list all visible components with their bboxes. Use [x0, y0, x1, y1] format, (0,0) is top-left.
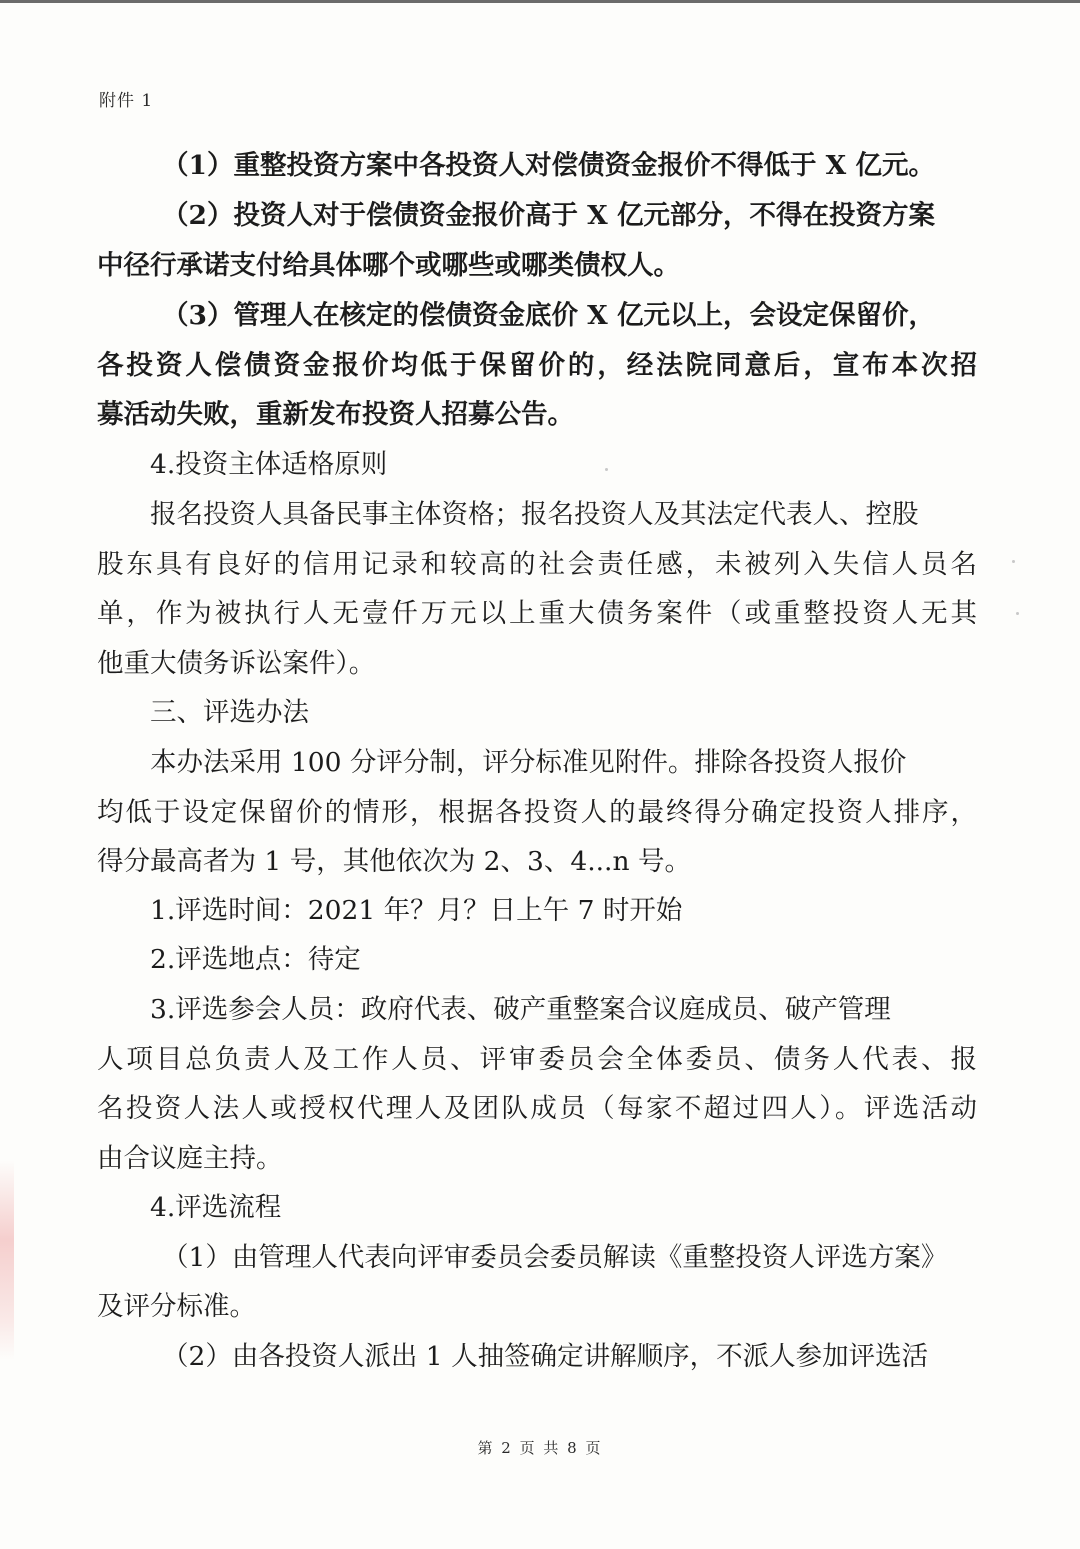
- paragraph-line: 单，作为被执行人无壹仟万元以上重大债务案件（或重整投资人无其: [97, 598, 977, 629]
- paragraph-line: 1.评选时间：2021 年？月？日上午 7 时开始: [150, 895, 683, 926]
- paragraph-line: （1）由管理人代表向评审委员会委员解读《重整投资人评选方案》: [162, 1242, 948, 1273]
- paragraph-line: 3.评选参会人员：政府代表、破产重整案合议庭成员、破产管理: [150, 994, 891, 1025]
- section-heading: 4.投资主体适格原则: [150, 449, 388, 480]
- paragraph-line: 及评分标准。: [97, 1291, 256, 1322]
- section-heading: 三、评选办法: [150, 697, 309, 728]
- paragraph-line: （2）由各投资人派出 1 人抽签确定讲解顺序，不派人参加评选活: [162, 1341, 929, 1372]
- paragraph-line: 中径行承诺支付给具体哪个或哪些或哪类债权人。: [97, 250, 680, 281]
- scan-speck: [1012, 560, 1015, 563]
- paragraph-line: （3）管理人在核定的偿债资金底价 X 亿元以上，会设定保留价，: [162, 300, 935, 331]
- paragraph-line: （2）投资人对于偿债资金报价高于 X 亿元部分，不得在投资方案: [162, 200, 935, 231]
- scan-speck: [605, 468, 608, 471]
- paragraph-line: 得分最高者为 1 号，其他依次为 2、3、4...n 号。: [97, 846, 691, 877]
- paragraph-line: 他重大债务诉讼案件）。: [97, 648, 376, 679]
- paragraph-line: 报名投资人具备民事主体资格；报名投资人及其法定代表人、控股: [150, 499, 919, 530]
- paragraph-line: 募活动失败，重新发布投资人招募公告。: [97, 399, 574, 430]
- seal-stain: [0, 1160, 14, 1360]
- scan-top-edge: [0, 0, 1080, 3]
- page-number: 第 2 页 共 8 页: [477, 1439, 603, 1457]
- paragraph-line: 本办法采用 100 分评分制，评分标准见附件。排除各投资人报价: [150, 747, 907, 778]
- attachment-label: 附件 1: [99, 91, 154, 111]
- paragraph-line: 各投资人偿债资金报价均低于保留价的，经法院同意后，宣布本次招: [97, 350, 977, 381]
- paragraph-line: 由合议庭主持。: [97, 1143, 283, 1174]
- paragraph-line: 股东具有良好的信用记录和较高的社会责任感，未被列入失信人员名: [97, 549, 977, 580]
- paragraph-line: 2.评选地点：待定: [150, 944, 361, 975]
- section-heading: 4.评选流程: [150, 1192, 282, 1223]
- paragraph-line: 均低于设定保留价的情形，根据各投资人的最终得分确定投资人排序，: [97, 797, 977, 828]
- paragraph-line: 名投资人法人或授权代理人及团队成员（每家不超过四人）。评选活动: [97, 1093, 977, 1124]
- paragraph-line: 人项目总负责人及工作人员、评审委员会全体委员、债务人代表、报: [97, 1044, 977, 1075]
- paragraph-line: （1）重整投资方案中各投资人对偿债资金报价不得低于 X 亿元。: [162, 150, 935, 181]
- scan-speck: [1016, 612, 1019, 615]
